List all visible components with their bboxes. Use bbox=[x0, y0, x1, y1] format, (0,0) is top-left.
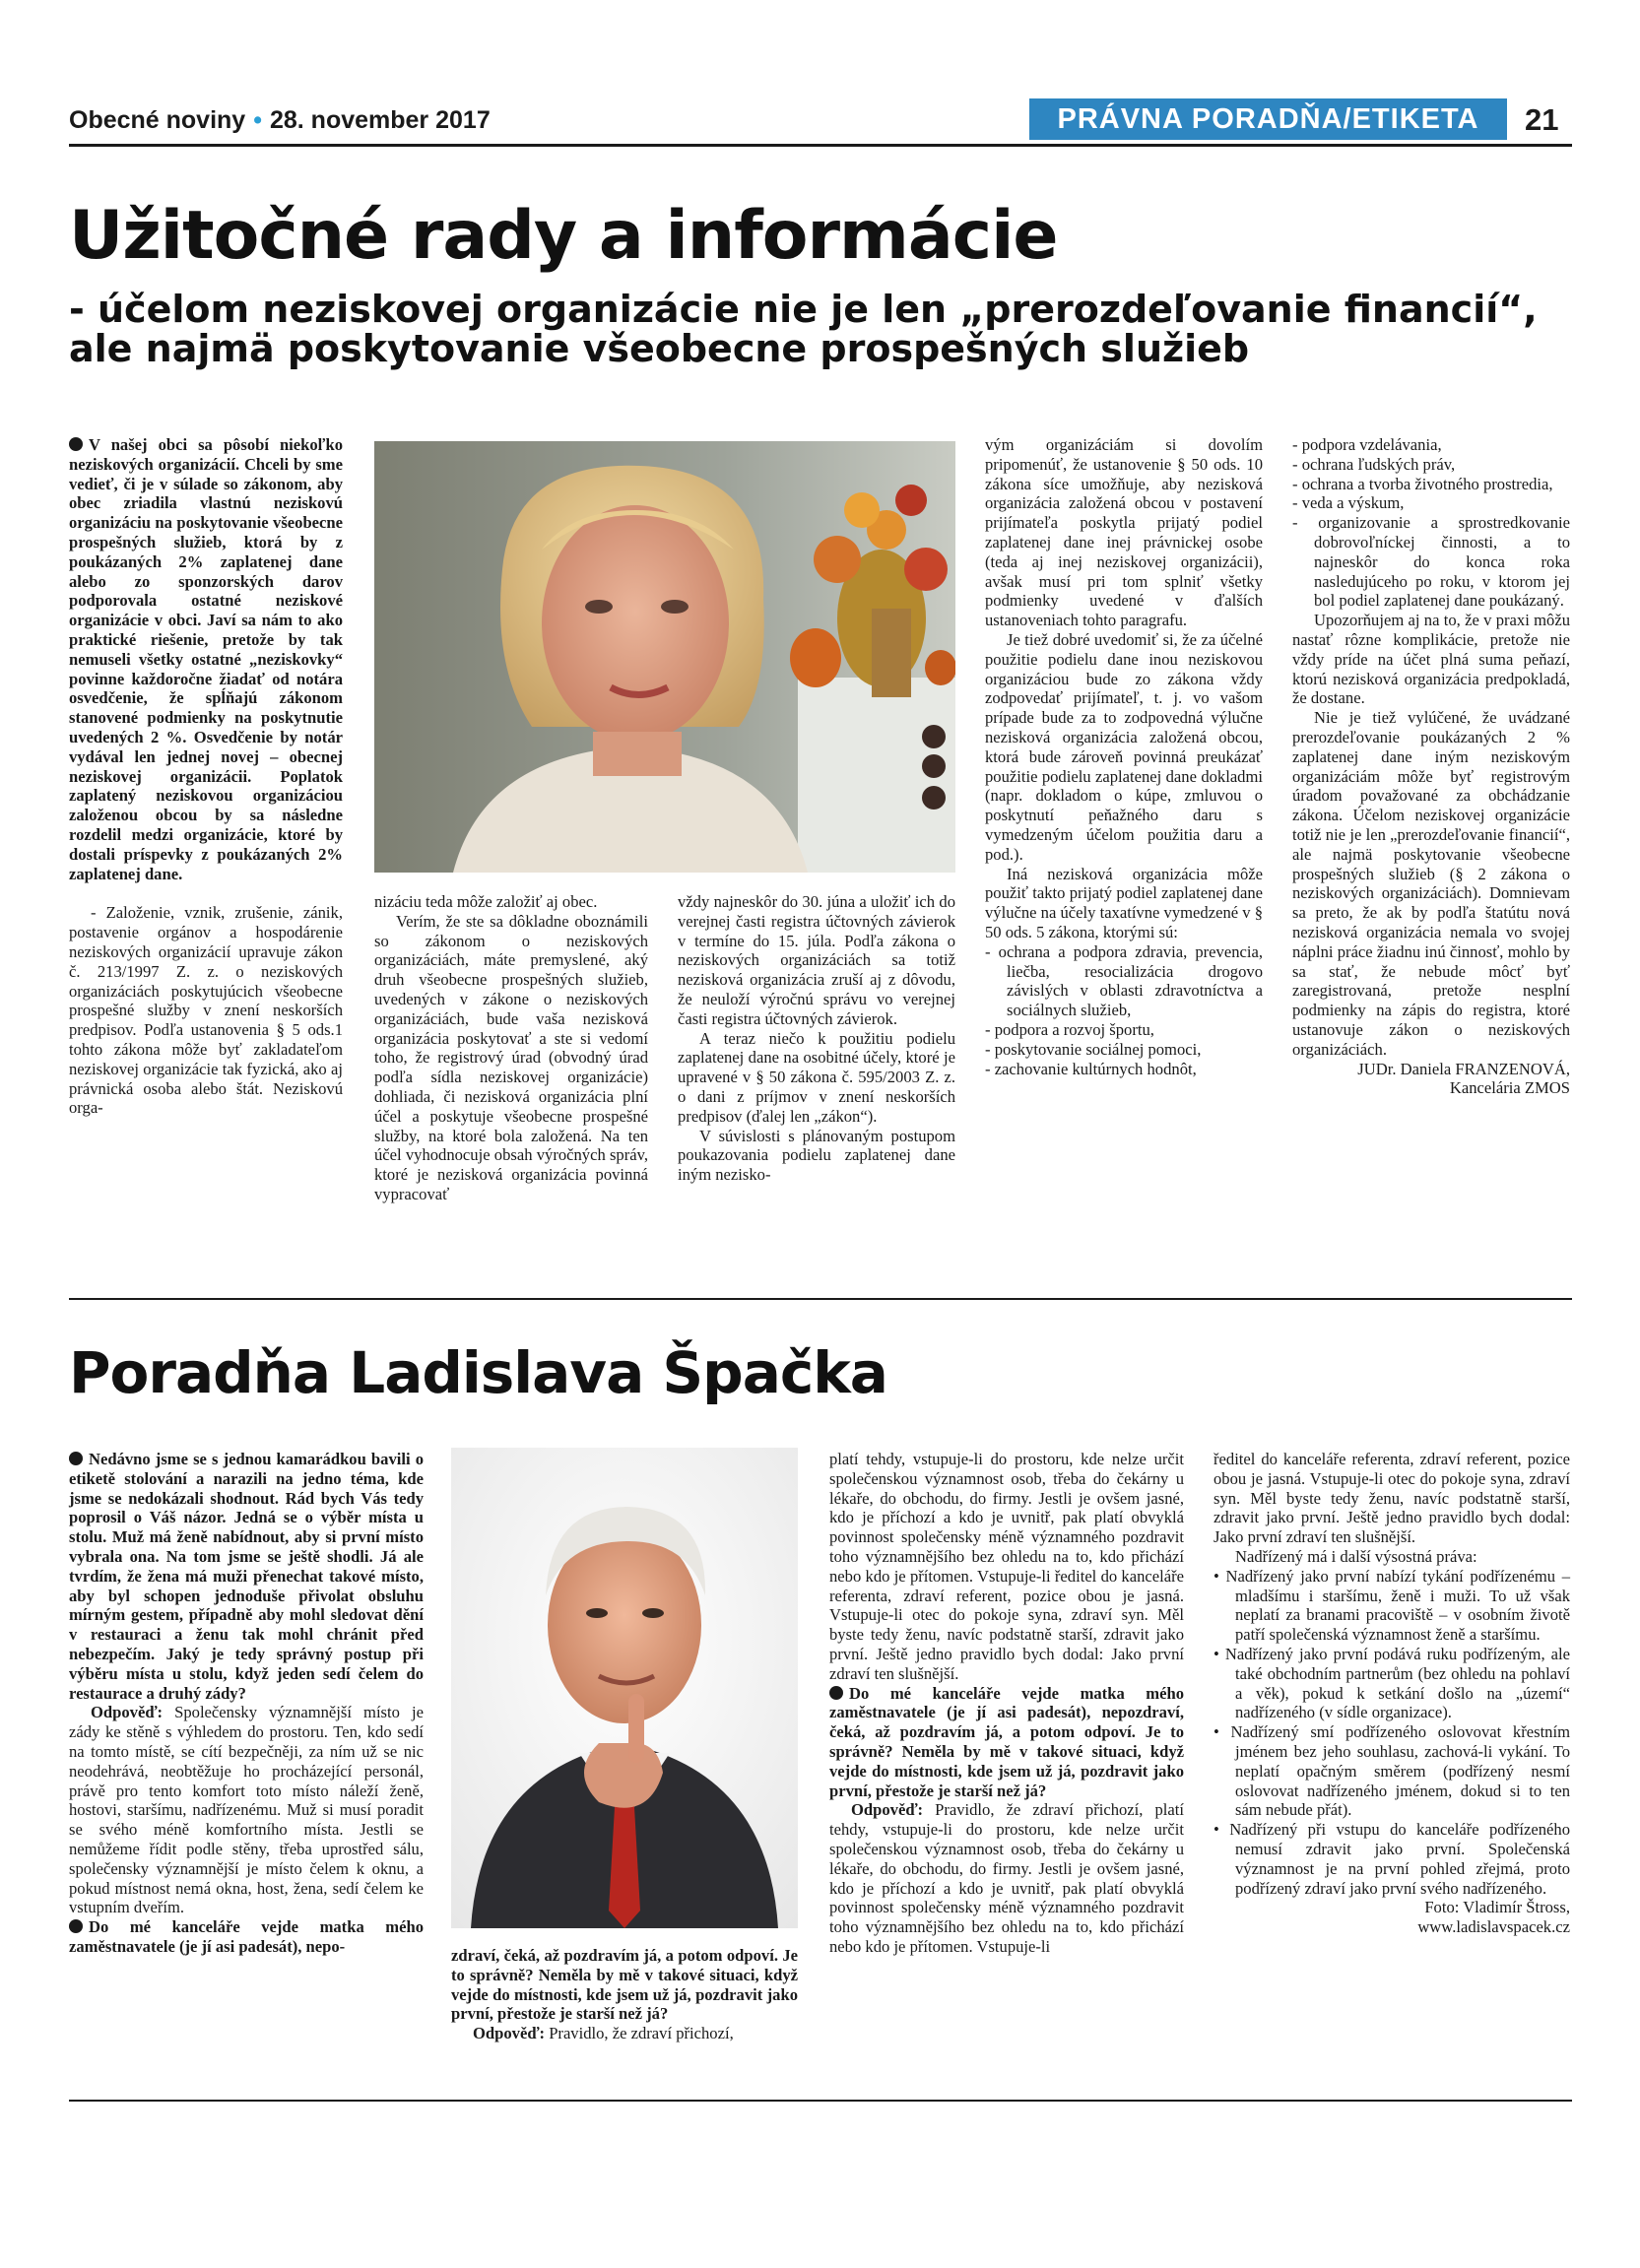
article1-p4a: V súvislosti s plánovaným postupom poukazovania podielu zaplatenej dane iným nezisko- bbox=[678, 1126, 955, 1185]
answer-label: Odpověď: bbox=[473, 2024, 546, 2043]
article1-col4 bbox=[985, 435, 1263, 1078]
list-item: • Nadřízený jako první podává ruku podřízeným, ale také obchodním partnerům (bez ohledu na pohlaví a věk), pokud k setkání došlo na „území“ nadřízeného (v sídle organizace). bbox=[1214, 1645, 1570, 1722]
article1-p1: - Založenie, vznik, zrušenie, zánik, postavenie orgánov a hospodárenie neziskových organizácií upravuje zákon č. 213/1997 Z. z. o neziskových organizáciách poskytujúcich všeobecne prospešné služby v znení neskorších predpisov. Podľa ustanovenia § 5 ods.1 tohto zákona môže byť zakladateľom neziskovej organizácie tak fyzická, ako aj právnická osoba alebo štát. Neziskovú orga- bbox=[69, 903, 343, 1118]
article2-col3-answer: Pravidlo, že zdraví přichozí, platí tehdy, vstupuje-li do prostoru, kde nelze určit společenskou významnost osob, třeba do čekárny u lékaře, do obchodu, do firmy. Jestli je ovšem jasné, kdo je příchozí a kdo je uvnitř, pak platí obvyklá povinnost společensky méně významného pozdravit toho významnějšího bez ohledu na to, kdo přichází nebo kdo je přítomen. Vstupuje-li bbox=[829, 1800, 1184, 1956]
list-item: - podpora a rozvoj športu, bbox=[985, 1020, 1263, 1040]
list-item: - veda a výskum, bbox=[1292, 493, 1570, 513]
question-bullet-icon bbox=[829, 1686, 843, 1700]
article2-credits bbox=[1214, 1898, 1570, 1937]
masthead bbox=[69, 106, 491, 135]
article2-col2 bbox=[451, 1946, 798, 2043]
list-item: - poskytovanie sociálnej pomoci, bbox=[985, 1040, 1263, 1060]
article1-subtitle: - účelom neziskovej organizácie nie je len „prerozdeľovanie financií“, ale najmä poskytovanie všeobecne prospešných služieb bbox=[69, 288, 1538, 370]
article1-list-b bbox=[1292, 435, 1570, 611]
article1-question: V našej obci sa pôsobí niekoľko neziskových organizácií. Chceli by sme vedieť, či je v súlade so zákonom, aby obec zriadila vlastnú neziskovú organizáciu na poskytovanie všeobecne prospešných služieb, ktorá by z poukázaných 2% zaplatenej dane alebo zo sponzorských darov podporovala ostatné neziskové organizácie v obci. Javí sa nám to ako praktické riešenie, pretože by tak nemuseli všetky ostatné „neziskovky“ povinne každoročne žiadať od notára osvedčenie, že spĺňajú zákonom stanovené podmienky na poskytnutie uvedených 2 %. Osvedčenie by notár vydával len jednej novej – obecnej neziskovej organizácii. Poplatok zaplatený neziskovou organizáciou založenou obcou by sa následne rozdelil medzi organizácie, ktoré by dostali príspevky z poukázaných 2% zaplatenej dane. bbox=[69, 435, 343, 883]
article1-p2a: Verím, že ste sa dôkladne oboznámili so zákonom o neziskových organizáciách, máte premyslené, aký druh všeobecne prospešných služieb, uvedených v zákone o neziskových organizáciách, bude vaša nezisková organizácia poskytovať a ste si vedomí toho, že registrový úrad (obvodný úrad podľa sídla neziskovej organizácie) dohliada, či nezisková organizácia plní účel a poskytuje všeobecne prospešné služby, na ktoré bola založená. Na ten účel vyhodnocuje obsah výročných správ, ktoré je nezisková organizácia povinná vypracovať bbox=[374, 911, 648, 1203]
article2-q1: Nedávno jsme se s jednou kamarádkou bavili o etiketě stolování a narazili na jedno téma, kde jsme se nedokázali shodnout. Rád bych Vás tedy poprosil o Váš názor. Jedná se o výběr místa u stolu. Muž má ženě nabídnout, aby si první místo vybrala ona. Na tom jsme se ještě shodli. Já ale tvrdím, že žena má muži přenechat takové místo, aby byl schopen jednoduše přivolat obsluhu mírným gestem, případně aby mohl sledovat dění v restauraci a ženu tak mohl chránit před nebezpečím. Jaký je tedy správný postup při výběru místa u stolu, když jeden sedí čelem do restaurace a druhý zády? bbox=[69, 1450, 424, 1703]
separator-dot: • bbox=[253, 106, 262, 134]
header-rule bbox=[69, 144, 1572, 147]
list-item: - organizovanie a sprostredkovanie dobrovoľníckej činnosti, a to najneskôr do konca roka nasledujúceho po roku, v ktorom jej bol podiel zaplatenej dane poukázaný. bbox=[1292, 513, 1570, 611]
question-bullet-icon bbox=[69, 1452, 83, 1465]
website-link[interactable]: www.ladislavspacek.cz bbox=[1417, 1917, 1570, 1937]
signature-name: JUDr. Daniela FRANZENOVÁ, bbox=[1357, 1059, 1570, 1078]
article1-p8: Nie je tiež vylúčené, že uvádzané prerozdeľovanie poukázaných 2 % zaplatenej dane iným neziskovým organizáciám môže byť registrovým úradom považované za obchádzanie zákona. Účelom neziskovej organizácie totiž nie je len „prerozdeľovanie financií“, ale najmä poskytovanie všeobecne prospešných služieb (§ 2 zákona o neziskových organizáciách). Domnievam sa preto, že ak by podľa štatútu nová nezisková organizácia nemala vo svojej náplni práce žiadnu inú činnosť, mohlo by sa stať, že nebude môcť byť zaregistrovaná, pretože nesplní podmienky na zápis do registra, ktoré ustanovuje zákon o neziskových organizáciách. bbox=[1292, 708, 1570, 1059]
article2-title: Poradňa Ladislava Špačka bbox=[69, 1339, 887, 1406]
article1-p7: Upozorňujem aj na to, že v praxi môžu nastať rôzne komplikácie, pretože nie vždy príde na účet plná suma peňazí, ktorú nezisková organizácia predpokladá, že dostane. bbox=[1292, 611, 1570, 708]
list-item: - ochrana ľudských práv, bbox=[1292, 455, 1570, 475]
article1-p3: A teraz niečo k použitiu podielu zaplatenej dane na osobitné účely, ktoré je upravené v § 50 zákona č. 595/2003 Z. z. o dani z príjmov v znení neskorších predpisov (ďalej len „zákon“). bbox=[678, 1028, 955, 1126]
publication-name: Obecné noviny bbox=[69, 106, 246, 134]
photo-credit: Foto: Vladimír Štross, bbox=[1424, 1898, 1570, 1917]
article1-p6: Iná nezisková organizácia môže použiť takto prijatý podiel zaplatenej dane výlučne na účely taxatívne vymedzené v § 50 ods. 5 zákona, ktorými sú: bbox=[985, 864, 1263, 941]
list-item: • Nadřízený při vstupu do kanceláře podřízeného nemusí zdravit jako první. Společenská významnost je na první pohled zřejmá, proto podřízený zdraví jako první svého nadřízeného. bbox=[1214, 1820, 1570, 1898]
article2-col4 bbox=[1214, 1450, 1570, 1937]
signature-org: Kancelária ZMOS bbox=[1449, 1078, 1570, 1098]
article2-col4-top: ředitel do kanceláře referenta, zdraví referent, pozice obou je jasná. Vstupuje-li otec do pokoje syna, zdraví syn. Měl byste tedy ženu, navíc podstatně starší, zdravit jako první. Ještě jedno pravidlo bych dodal: Jako první zdraví ten slušnější. bbox=[1214, 1450, 1570, 1547]
article1-list-a bbox=[985, 942, 1263, 1079]
list-item: - zachovanie kultúrnych hodnôt, bbox=[985, 1060, 1263, 1079]
list-item: - ochrana a podpora zdravia, prevencia, liečba, resocializácia drogovo závislých v oblasti zdravotníctva a sociálnych služieb, bbox=[985, 942, 1263, 1020]
article2-col3 bbox=[829, 1450, 1184, 1957]
list-item: - ochrana a tvorba životného prostredia, bbox=[1292, 475, 1570, 494]
article1-col1 bbox=[69, 435, 343, 1118]
list-item: • Nadřízený smí podřízeného oslovovat křestním jménem bez jeho souhlasu, zachová-li vykání. To neplatí opačným směrem (podřízený nesmí oslovovat nadřízeného jménem, dokud si to ten sám nebude přát). bbox=[1214, 1722, 1570, 1820]
article1-p2b: vždy najneskôr do 30. júna a uložiť ich do verejnej časti registra účtovných závierok v termíne do 15. júla. Podľa zákona o neziskových organizáciách sa totiž nezisková organizácia zruší aj z dôvodu, že neuloží výročnú správu vo verejnej časti registra účtovných závierok. bbox=[678, 892, 955, 1028]
article1-col2 bbox=[374, 892, 648, 1204]
author-photo-woman bbox=[374, 441, 955, 873]
list-item: - podpora vzdelávania, bbox=[1292, 435, 1570, 455]
article2-q2b: zdraví, čeká, až pozdravím já, a potom odpoví. Je to správně? Neměla by mě v takové situaci, když vejde do místnosti, kde jsem už já, pozdravit jako první, přestože je starší než já? bbox=[451, 1946, 798, 2024]
author-photo-man bbox=[451, 1448, 798, 1928]
question-bullet-icon bbox=[69, 1919, 83, 1933]
article1-p5: Je tiež dobré uvedomiť si, že za účelné použitie podielu dane inou neziskovou organizáciou bude zo zákona vždy zodpovedať prijímateľ, t. j. vo vašom prípade bude za to zodpovedná výlučne nezisková organizácia založená obcou, ktorá bude zároveň povinná preukázať použitie podielu zaplatenej dane dokladmi (napr. dokladom o kúpe, zmluvou o poskytnutí peňažného daru s vymedzeným účelom použitia daru a pod.). bbox=[985, 629, 1263, 864]
woman-portrait-image bbox=[374, 441, 955, 873]
article1-col5 bbox=[1292, 435, 1570, 1098]
article2-col4-intro: Nadřízený má i další výsostná práva: bbox=[1235, 1546, 1477, 1566]
article2-a1: Společensky významnější místo je zády ke stěně s výhledem do prostoru. Ten, kdo sedí na tomto místě, se cítí bezpečněji, za ním už se nic neodehrává, neobtěžuje ho procházející personál, právě pro tento komfort toto místo náleží ženě, hostovi, staršímu, nadřízenému. Muž si musí poradit se svého méně komfortního místa. Jestli se nemůžeme řídit podle stěny, třeba uprostřed sálu, společensky významnější je místo čelem k oknu, a pokud místnost nemá okna, host, žena, sedí čelem ke vstupním dveřím. bbox=[69, 1703, 424, 1917]
footer-rule bbox=[69, 2100, 1572, 2102]
article-divider bbox=[69, 1298, 1572, 1300]
question-bullet-icon bbox=[69, 437, 83, 451]
article2-col1 bbox=[69, 1450, 424, 1957]
man-portrait-image bbox=[451, 1448, 798, 1928]
article2-col3-question: Do mé kanceláře vejde matka mého zaměstnavatele (je jí asi padesát), nepozdraví, čeká, až pozdravím já, a potom odpoví. Je to správně? Neměla by mě v takové situaci, když vejde do místnosti, kde jsem už já, pozdravit jako první, přestože je starší než já? bbox=[829, 1683, 1184, 1800]
article2-q2a: Do mé kanceláře vejde matka mého zaměstnavatele (je jí asi padesát), nepo- bbox=[69, 1917, 424, 1956]
page-number: 21 bbox=[1525, 102, 1559, 137]
article2-col3-top: platí tehdy, vstupuje-li do prostoru, kde nelze určit společenskou významnost osob, třeba do čekárny u lékaře, do obchodu, do firmy. Jestli je ovšem jasné, kdo je příchozí a kdo je uvnitř, pak platí obvyklá povinnost společensky méně významného pozdravit toho významnějšího bez ohledu na to, kdo přichází nebo kdo je přítomen. Vstupuje-li ředitel do kanceláře referenta, zdraví referent, pozice obou je jasná. Vstupuje-li otec do pokoje syna, zdraví syn. Měl byste tedy ženu, navíc podstatně starší, zdravit jako první. Ještě jedno pravidlo bych dodal: Jako první zdraví ten slušnější. bbox=[829, 1450, 1184, 1683]
issue-date: 28. november 2017 bbox=[269, 106, 491, 134]
list-item: • Nadřízený jako první nabízí tykání podřízenému – mladšímu i staršímu, ženě i muži. To už však neplatí za branami pracoviště – v osobním životě patří společenská významnost ženě a staršímu. bbox=[1214, 1567, 1570, 1645]
article1-signature bbox=[1292, 1060, 1570, 1099]
article2-rights-list bbox=[1214, 1567, 1570, 1899]
article1-title: Užitočné rady a informácie bbox=[69, 197, 1058, 275]
article1-p1-continued: nizáciu teda môže založiť aj obec. bbox=[374, 892, 598, 911]
article2-a2-start: Pravidlo, že zdraví přichozí, bbox=[549, 2024, 734, 2043]
article1-p4b: vým organizáciám si dovolím pripomenúť, že ustanovenie § 50 ods. 10 zákona síce umožňuje, aby nezisková organizácia založená obcou v postavení prijímateľa poskytla prijatý podiel zaplatenej dane inej právnickej osobe (teda aj inej neziskovej organizácii), avšak musí pri tom splniť všetky podmienky uvedené v ďalších ustanoveniach tohto paragrafu. bbox=[985, 435, 1263, 630]
answer-label: Odpověď: bbox=[91, 1703, 164, 1722]
article1-col3 bbox=[678, 892, 955, 1185]
section-label: PRÁVNA PORADŇA/ETIKETA bbox=[1029, 98, 1507, 140]
answer-label: Odpověď: bbox=[851, 1800, 924, 1820]
